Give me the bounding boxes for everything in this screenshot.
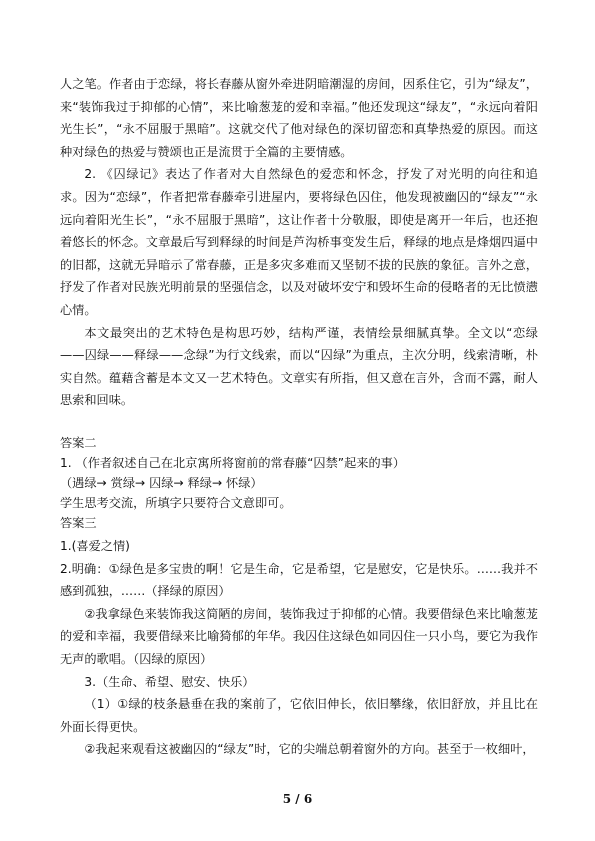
- answer-two-section: [60, 433, 538, 513]
- paragraph-conclusion: 人之笔。作者由于恋绿，将长春藤从窗外牵进阴暗潮湿的房间，因系住它，引为“绿友”，来“装饰我过于抑郁的心情”，来比喻葱茏的爱和幸福。”他还发现这“绿友”，“永远向着阳光生长”，“永不屈服于黑暗”。这就交代了他对绿色的深切留恋和真挚热爱的原因。而这种对绿色的热爱与赞颂也正是流贯于全篇的主要情感。: [60, 77, 538, 159]
- answer-three-line-3: 3.（生命、希望、慰安、快乐）: [84, 674, 255, 689]
- answer-two-line-2: （遇绿→ 赏绿→ 囚绿→ 释绿→ 怀绿）: [60, 476, 263, 490]
- answer-two-line-3: 学生思考交流，所填字只要符合文意即可。: [60, 496, 292, 510]
- top-section: [60, 73, 538, 412]
- answer-two-title: 答案二: [60, 436, 97, 450]
- answer-three-point-3-1: （1）①绿的枝条悬垂在我的案前了，它依旧伸长，依旧攀缘，依旧舒放，并且比在外面长得更快。: [60, 697, 538, 734]
- answer-three-point-2: 2.明确：①绿色是多宝贵的啊！它是生命，它是希望，它是慰安，它是快乐。……我并不感到孤独，……（择绿的原因）: [60, 561, 538, 599]
- paragraph-art-features: 本文最突出的艺术特色是构思巧妙，结构严谨，表情绘景细腻真挚。全文以“恋绿——囚绿——释绿——念绿”为行文线索，而以“囚绿”为重点，主次分明，线索清晰，朴实自然。蕴藉含蓄是本文又一艺术特色。文章实有所指，但又意在言外，含而不露，耐人思索和回味。: [60, 325, 538, 408]
- answer-three-title: 答案三: [60, 516, 97, 530]
- answer-three-line-1: 1.(喜爱之情): [60, 539, 130, 553]
- answer-three-point-3-2: ②我起来观看这被幽囚的“绿友”时，它的尖端总朝着窗外的方向。甚至于一枚细叶，: [84, 742, 535, 757]
- answer-three-section: [60, 513, 538, 761]
- answer-three-point-2b: ②我拿绿色来装饰我这简陋的房间，装饰我过于抑郁的心情。我要借绿色来比喻葱茏的爱和幸福，我要借绿来比喻猗郁的年华。我囚住这绿色如同囚住一只小鸟，要它为我作无声的歌唱。（囚绿的原因）: [60, 606, 538, 666]
- page-number: 5 / 6: [282, 792, 313, 806]
- paragraph-point-2: 2. 《囚绿记》表达了作者对大自然绿色的爱恋和怀念，抒发了对光明的向往和追求。因为“恋绿”，作者把常春藤牵引进屋内，要将绿色囚住，他发现被幽囚的“绿友”“永远向着阳光生长”，“永不屈服于黑暗”，这让作者十分敬服，即使是离开一年后，也还抱着悠长的怀念。文章最后写到释绿的时间是芦沟桥事变发生后，释绿的地点是烽烟四逼中的旧都，这就无异暗示了常春藤，正是多灾多难而又坚韧不拔的民族的象征。言外之意，抒发了作者对民族光明前景的坚强信念，以及对破坏安宁和毁坏生命的侵略者的无比愤懑心情。: [60, 167, 538, 317]
- answer-two-line-1: 1. （作者叙述自己在北京寓所将窗前的常春藤“囚禁”起来的事）: [60, 456, 406, 470]
